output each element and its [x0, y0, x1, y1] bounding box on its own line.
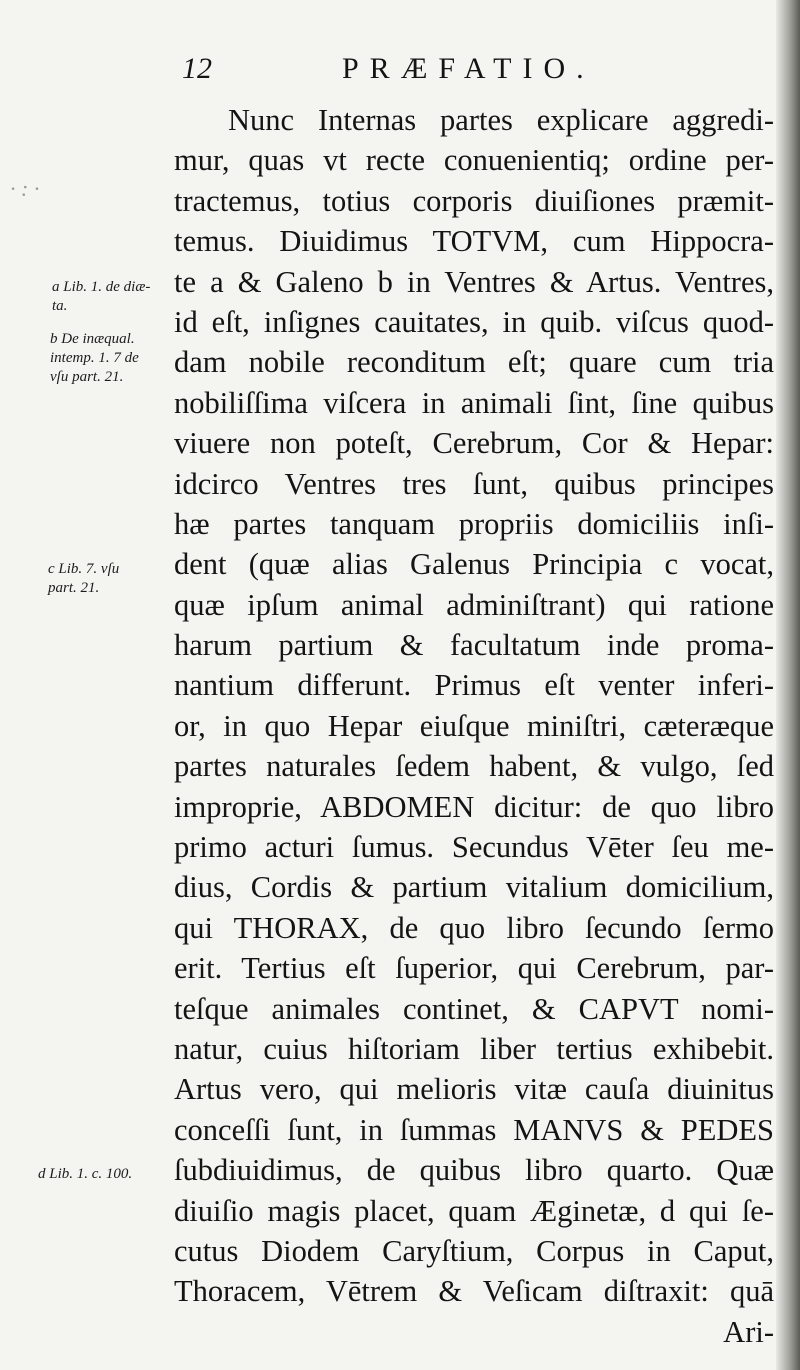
text-line: cutus Diodem Caryſtium, Corpus in Caput,	[174, 1233, 774, 1268]
margin-note-line: b De inæqual.	[50, 331, 135, 347]
margin-note-line: c Lib. 7. vſu	[48, 561, 120, 577]
text-line: temus. Diuidimus TOTVM, cum Hippocra-	[174, 224, 774, 259]
text-line: Thoracem, Vētrem & Veſicam diſtraxit: quā	[174, 1274, 774, 1309]
text-line: tractemus, totius corporis diuiſiones præmit-	[174, 183, 774, 218]
text-line: Artus vero, qui melioris vitæ cauſa diuinitus	[174, 1072, 774, 1107]
margin-notes	[0, 0, 175, 1370]
text-line: nantium differunt. Primus eſt venter inferi-	[174, 668, 774, 703]
text-line: te a & Galeno b in Ventres & Artus. Ventres,	[174, 264, 774, 299]
text-line: primo acturi ſumus. Secundus Vēter ſeu me-	[174, 830, 774, 865]
text-line: mur, quas vt recte conuenientiq; ordine per-	[174, 143, 774, 178]
page-header	[182, 52, 682, 92]
text-line: dent (quæ alias Galenus Principia c vocat,	[174, 547, 774, 582]
text-line: idcirco Ventres tres ſunt, quibus principes	[174, 466, 774, 501]
margin-note-c	[48, 560, 119, 598]
running-title: PRÆFATIO.	[342, 52, 595, 85]
margin-note-line: d Lib. 1. c. 100.	[38, 1166, 133, 1182]
margin-note-line: vſu part. 21.	[50, 369, 124, 385]
margin-note-line: ta.	[52, 298, 68, 314]
margin-note-d	[38, 1165, 132, 1184]
catchword: Ari-	[723, 1314, 774, 1349]
text-line: qui THORAX, de quo libro ſecundo ſermo	[174, 910, 774, 945]
text-line: conceſſi ſunt, in ſummas MANVS & PEDES	[174, 1112, 774, 1147]
text-line: hæ partes tanquam propriis domiciliis inſi-	[174, 506, 774, 541]
text-line: natur, cuius hiſtoriam liber tertius exhibebit.	[174, 1031, 774, 1066]
text-line: Nunc Internas partes explicare aggredi-	[228, 103, 774, 137]
body-text	[174, 100, 774, 1352]
page-edge-shadow	[776, 0, 800, 1370]
margin-note-line: intemp. 1. 7 de	[50, 350, 139, 366]
text-line: diuiſio magis placet, quam Æginetæ, d qui ſe-	[174, 1193, 774, 1228]
text-line: improprie, ABDOMEN dicitur: de quo libro	[174, 789, 774, 824]
text-line: harum partium & facultatum inde proma-	[174, 628, 774, 663]
margin-note-a	[52, 278, 150, 316]
text-line: dius, Cordis & partium vitalium domicilium,	[174, 870, 774, 905]
text-line: or, in quo Hepar eiuſque miniſtri, cæteræque	[174, 708, 774, 743]
text-line: nobiliſſima viſcera in animali ſint, ſine quibus	[174, 385, 774, 420]
text-line: erit. Tertius eſt ſuperior, qui Cerebrum, par-	[174, 951, 774, 986]
margin-smudge: · : ·	[10, 176, 40, 201]
text-line: dam nobile reconditum eſt; quare cum tria	[174, 345, 774, 380]
text-line: id eſt, inſignes cauitates, in quib. viſcus quod-	[174, 304, 774, 339]
margin-note-line: a Lib. 1. de diæ-	[52, 279, 151, 295]
page-number: 12	[182, 52, 212, 85]
text-line: partes naturales ſedem habent, & vulgo, ſed	[174, 749, 774, 784]
text-line: ſubdiuidimus, de quibus libro quarto. Quæ	[174, 1153, 774, 1188]
margin-note-b	[50, 330, 139, 387]
margin-note-line: part. 21.	[48, 580, 100, 596]
text-line: teſque animales continet, & CAPVT nomi-	[174, 991, 774, 1026]
text-line: viuere non poteſt, Cerebrum, Cor & Hepar:	[174, 426, 774, 461]
text-line: quæ ipſum animal adminiſtrant) qui ratione	[174, 587, 774, 622]
